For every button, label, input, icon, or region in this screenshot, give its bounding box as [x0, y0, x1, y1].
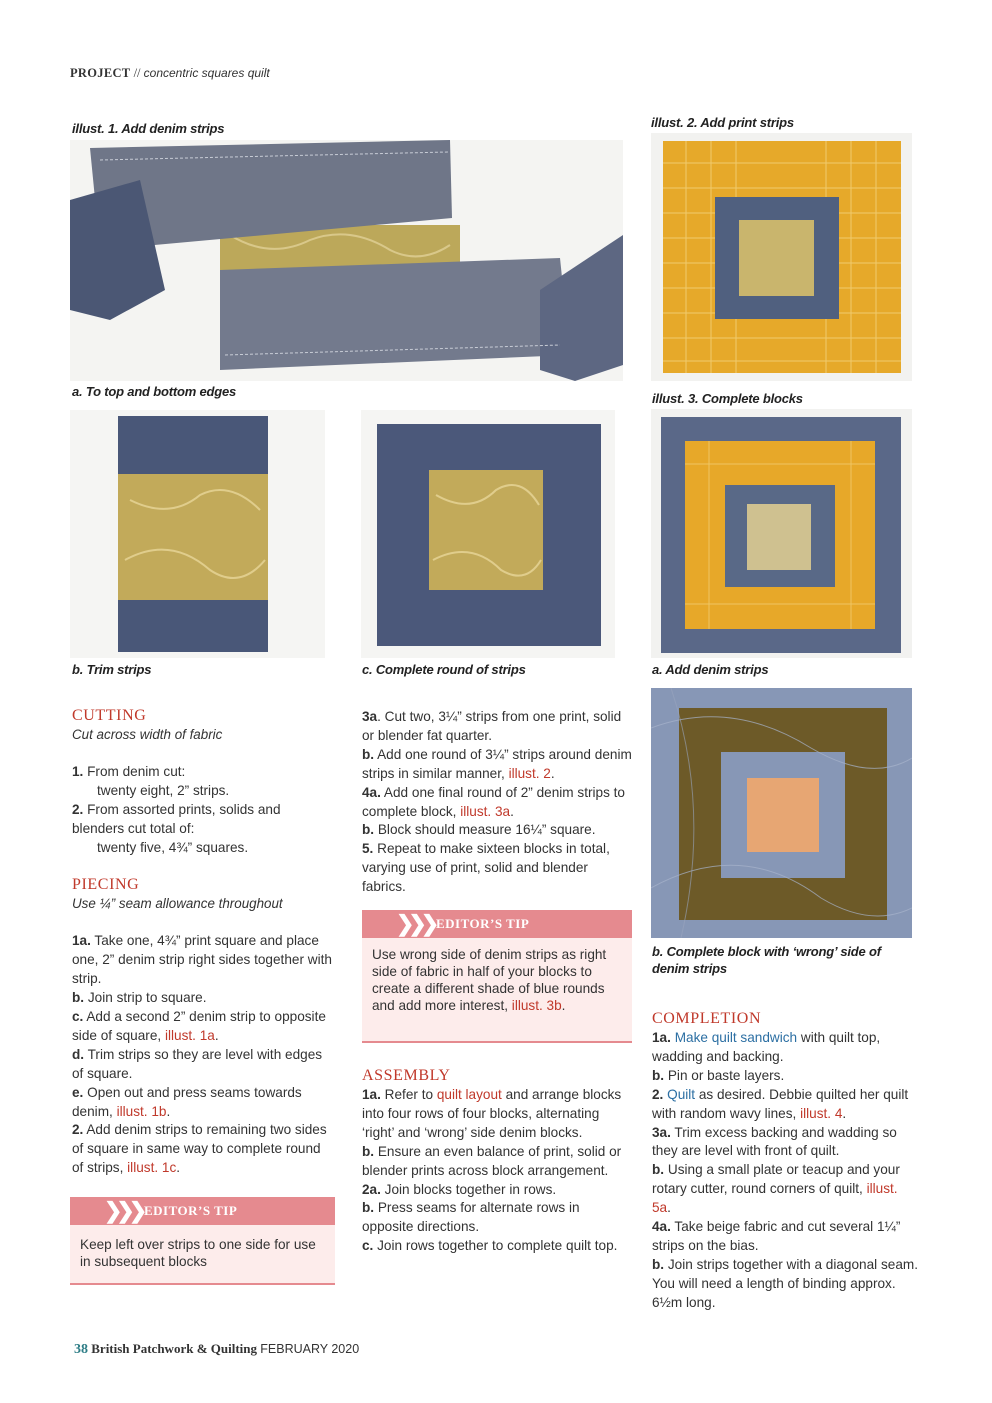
completion-section [652, 1009, 920, 1313]
completion-step-3a: 3a. Trim excess backing and wadding so they are level with front of quilt. [652, 1124, 897, 1159]
editors-tip-2 [362, 910, 632, 1043]
caption-illust-3: illust. 3. Complete blocks [652, 391, 803, 406]
photo-illust-1b [70, 410, 325, 658]
cutting-sub: Cut across width of fabric [72, 727, 223, 742]
chevron-icon: ❯❯❯ [396, 911, 434, 936]
heading-piecing: PIECING [72, 876, 140, 894]
editors-tip-1 [70, 1197, 335, 1285]
header-title: concentric squares quilt [143, 66, 270, 80]
photo-illust-1a [70, 140, 623, 381]
ref-illust-1a[interactable]: illust. 1a [164, 1027, 215, 1043]
photo-illust-3b [651, 688, 912, 938]
cutting-step-2: 2. From assorted prints, solids and blenders cut total of: [72, 801, 281, 836]
ref-illust-1b[interactable]: illust. 1b [116, 1103, 167, 1119]
ref-illust-1c[interactable]: illust. 1c [127, 1160, 177, 1176]
step-4a: 4a. Add one final round of 2” denim strips to complete block, illust. 3a. [362, 784, 625, 819]
heading-completion: COMPLETION [652, 1010, 762, 1027]
caption-illust-2: illust. 2. Add print strips [651, 115, 794, 130]
ref-illust-5a[interactable]: illust. 5a [652, 1181, 898, 1216]
completion-step-4b: b. Join strips together with a diagonal seam. You will need a length of binding approx. 6½m long. [652, 1256, 918, 1310]
assembly-step-1b: b. Ensure an even balance of print, solid or blender prints across block arrangement. [362, 1143, 622, 1178]
tip-2-text: Use wrong side of denim strips as right side of fabric in half of your blocks to create a different shade of blue rounds and add more interest, illust. 3b. [372, 947, 607, 1013]
ref-quilt[interactable]: Quilt [667, 1086, 696, 1102]
ref-illust-4[interactable]: illust. 4 [800, 1105, 843, 1121]
magazine-name: British Patchwork & Quilting [91, 1341, 258, 1356]
piecing-step-1b: b. Join strip to square. [72, 990, 207, 1006]
completion-step-1b: b. Pin or baste layers. [652, 1067, 785, 1083]
caption-b-wrong: b. Complete block with ‘wrong’ side of denim strips [652, 944, 881, 976]
tip-1-label: EDITOR’S TIP [144, 1203, 238, 1218]
assembly-step-2c: c. Join rows together to complete quilt top. [362, 1238, 618, 1254]
heading-assembly: ASSEMBLY [362, 1067, 451, 1084]
step-5: 5. Repeat to make sixteen blocks in total, varying use of print, solid and blender fabrics. [362, 841, 610, 895]
assembly-step-1a: 1a. Refer to quilt layout and arrange blocks into four rows of four blocks, alternating ‘right’ and ‘wrong’ side denim blocks. [362, 1087, 622, 1140]
caption-c-round: c. Complete round of strips [362, 662, 526, 677]
assembly-step-2a: 2a. Join blocks together in rows. [362, 1181, 557, 1197]
ref-illust-2[interactable]: illust. 2 [508, 765, 551, 781]
tip-2-label: EDITOR’S TIP [436, 916, 530, 931]
caption-a-denim: a. Add denim strips [652, 662, 769, 677]
piecing-step-1d: d. Trim strips so they are level with edges of square. [72, 1046, 323, 1081]
ref-illust-3b[interactable]: illust. 3b [511, 998, 562, 1013]
assembly-step-2b: b. Press seams for alternate rows in opposite directions. [362, 1200, 580, 1235]
caption-b-trim: b. Trim strips [72, 662, 152, 677]
ref-quilt-sandwich[interactable]: Make quilt sandwich [674, 1030, 798, 1045]
tip-1-text: Keep left over strips to one side for use in subsequent blocks [80, 1237, 316, 1269]
running-header: PROJECT // concentric squares quilt [70, 66, 270, 80]
caption-illust-1: illust. 1. Add denim strips [72, 121, 225, 136]
completion-step-4a: 4a. Take beige fabric and cut several 1¼” strips on the bias. [652, 1219, 901, 1253]
photo-illust-3a [651, 409, 912, 658]
cutting-step-1: 1. From denim cut: [72, 763, 186, 779]
piecing-sub: Use ¼” seam allowance throughout [72, 896, 283, 912]
middle-column [362, 708, 632, 897]
ref-quilt-layout[interactable]: quilt layout [436, 1087, 502, 1102]
completion-step-2: 2. Quilt as desired. Debbie quilted her quilt with random wavy lines, illust. 4. [652, 1086, 909, 1121]
chevron-icon: ❯❯❯ [104, 1198, 142, 1223]
ref-illust-3a[interactable]: illust. 3a [460, 803, 511, 819]
step-3b: b. Add one round of 3¼” strips around denim strips in similar manner, illust. 2. [362, 746, 632, 781]
piecing-step-1a: 1a. Take one, 4¾” print square and place one, 2” denim strip right sides together with strip. [72, 933, 332, 987]
tip-2-rule [362, 1041, 632, 1043]
piecing-step-1e: e. Open out and press seams towards denim, illust. 1b. [72, 1084, 302, 1119]
heading-cutting: CUTTING [72, 707, 147, 724]
step-3a: 3a. Cut two, 3¼” strips from one print, solid or blender fat quarter. [362, 709, 622, 743]
photo-illust-1c [361, 410, 615, 658]
completion-step-3b: b. Using a small plate or teacup and your rotary cutter, round corners of quilt, illust. 5a. [652, 1162, 900, 1216]
caption-a-top: a. To top and bottom edges [72, 384, 237, 399]
step-4b: b. Block should measure 16¼” square. [362, 822, 596, 838]
tip-2-bar [362, 910, 632, 938]
issue-date: FEBRUARY 2020 [260, 1342, 360, 1356]
assembly-section [362, 1066, 632, 1256]
page-number: 38 [74, 1342, 88, 1357]
cutting-step-1-detail: twenty eight, 2” strips. [97, 782, 230, 798]
piecing-step-1c: c. Add a second 2” denim strip to opposite side of square, illust. 1a. [72, 1008, 326, 1043]
completion-step-1a: 1a. Make quilt sandwich with quilt top, wadding and backing. [652, 1030, 881, 1064]
left-column [72, 706, 334, 1178]
page-footer [74, 1341, 359, 1358]
header-project: PROJECT [70, 66, 131, 80]
tip-1-rule [70, 1283, 335, 1285]
tip-1-bar [70, 1197, 335, 1225]
piecing-step-2: 2. Add denim strips to remaining two sides of square in same way to complete round of strips, illust. 1c. [72, 1122, 327, 1176]
photo-illust-2 [651, 133, 912, 381]
cutting-step-2-detail: twenty five, 4¾” squares. [97, 839, 249, 855]
